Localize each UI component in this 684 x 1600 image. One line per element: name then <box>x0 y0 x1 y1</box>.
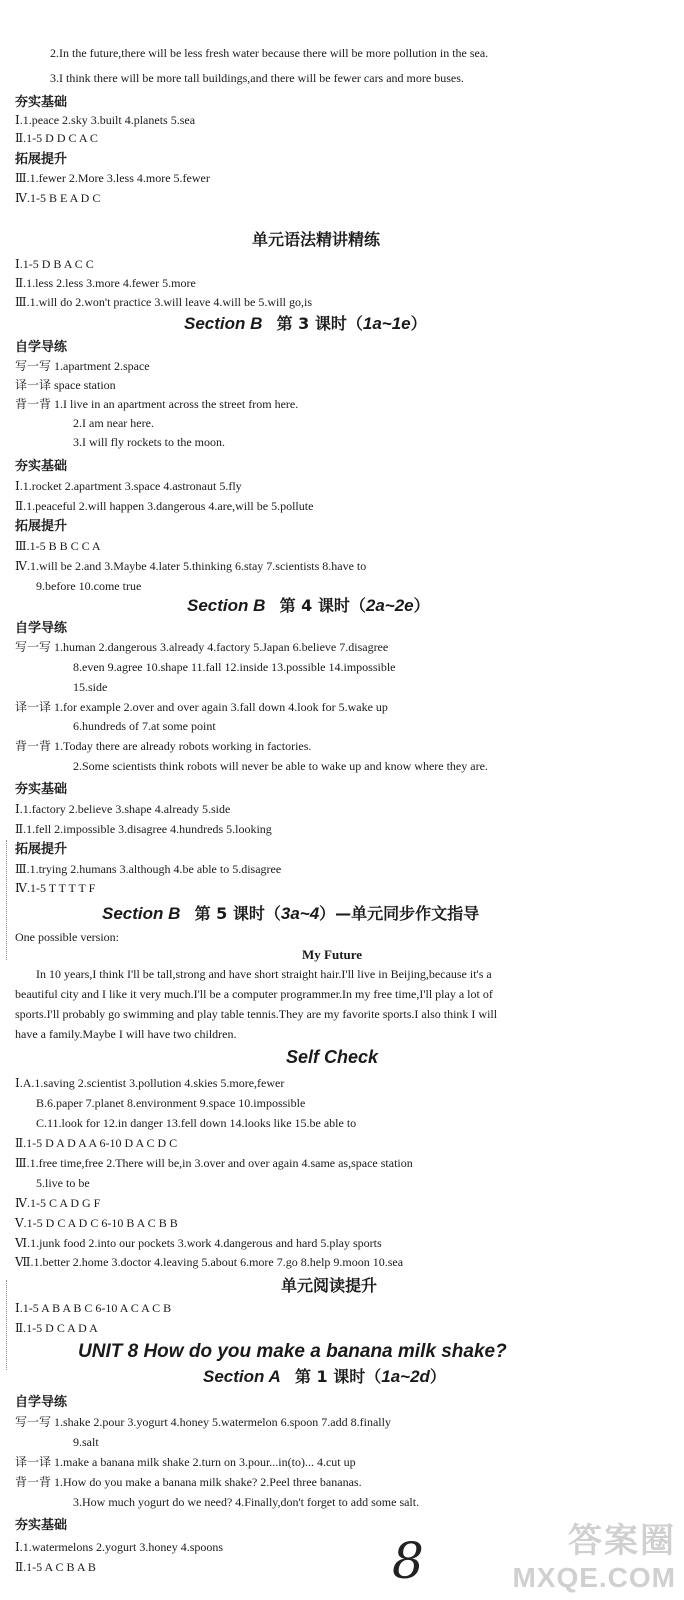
text-line: 3.I think there will be more tall buildings,and there will be fewer cars and more buses. <box>50 71 464 85</box>
lesson-number: 第 4 课时（ <box>279 596 366 615</box>
essay-line: beautiful city and I like it very much.I'll be a computer programmer.In my free time,I'll play a lot of <box>15 987 493 1001</box>
answer-line: 5.live to be <box>36 1176 90 1190</box>
lesson-number: 第 3 课时（ <box>276 314 363 333</box>
answer-line: 9.before 10.come true <box>36 579 142 593</box>
answer-line: 15.side <box>73 680 108 694</box>
section-label: 拓展提升 <box>15 152 68 167</box>
answer-line: Ⅱ.1.fell 2.impossible 3.disagree 4.hundreds 5.looking <box>15 822 272 836</box>
answer-line: 写一写 1.human 2.dangerous 3.already 4.factory 5.Japan 6.believe 7.disagree <box>15 640 389 654</box>
section-label: 自学导练 <box>15 621 68 636</box>
answer-line: Ⅲ.1.free time,free 2.There will be,in 3.over and over again 4.same as,space station <box>15 1156 413 1170</box>
answer-line: Ⅲ.1-5 B B C C A <box>15 539 101 553</box>
answer-line: Ⅰ.1-5 D B A C C <box>15 257 94 271</box>
answer-line: Ⅱ.1-5 D A D A A 6-10 D A C D C <box>15 1136 178 1150</box>
answer-line: 背一背 1.How do you make a banana milk shake? 2.Peel three bananas. <box>15 1475 362 1489</box>
answer-line: Ⅱ.1.peaceful 2.will happen 3.dangerous 4.are,will be 5.pollute <box>15 499 314 513</box>
watermark-logo <box>512 1513 676 1594</box>
answer-line: 译一译 space station <box>15 378 116 392</box>
answer-line: 2.Some scientists think robots will never be able to wake up and know where they are. <box>73 759 488 773</box>
answer-line: 译一译 1.make a banana milk shake 2.turn on 3.pour...in(to)... 4.cut up <box>15 1455 356 1469</box>
answer-line: Ⅱ.1-5 D D C A C <box>15 131 98 145</box>
self-check-heading <box>286 1048 378 1066</box>
answer-line: 6.hundreds of 7.at some point <box>73 719 216 733</box>
section-label: 自学导练 <box>15 340 68 355</box>
section-label: 夯实基础 <box>15 459 68 474</box>
section-label: 自学导练 <box>15 1395 68 1410</box>
lesson-number: 第 1 课时（ <box>294 1367 382 1386</box>
essay-line: sports.I'll probably go swimming and play table tennis.They are my favorite sports.I also think I will <box>15 1007 498 1021</box>
lesson-close: ）—单元同步作文指导 <box>319 904 480 923</box>
answer-line: 3.I will fly rockets to the moon. <box>73 435 225 449</box>
essay-line: In 10 years,I think I'll be tall,strong and have short straight hair.I'll live in Beijing,because it's a <box>36 967 492 981</box>
answer-line: Ⅰ.A.1.saving 2.scientist 3.pollution 4.skies 5.more,fewer <box>15 1076 285 1090</box>
answer-line: Ⅰ.1-5 A B A B C 6-10 A C A C B <box>15 1301 172 1315</box>
essay-title: My Future <box>302 947 363 962</box>
answer-line: Ⅰ.1.factory 2.believe 3.shape 4.already 5.side <box>15 802 231 816</box>
essay-intro: One possible version: <box>15 930 119 944</box>
answer-line: Ⅱ.1-5 D C A D A <box>15 1321 98 1335</box>
lesson-close: ） <box>410 314 427 333</box>
lesson-heading <box>203 1368 446 1385</box>
answer-line: 写一写 1.apartment 2.space <box>15 359 150 373</box>
section-name: Section B <box>184 314 263 333</box>
section-name: Section A <box>203 1367 281 1386</box>
section-label: 夯实基础 <box>15 782 68 797</box>
answer-line: 背一背 1.I live in an apartment across the street from here. <box>15 397 299 411</box>
lesson-close: ） <box>413 596 430 615</box>
section-name: Section B <box>102 904 181 923</box>
lesson-number: 第 5 课时（ <box>194 904 281 923</box>
unit-title: UNIT 8 How do you make a banana milk shake? <box>78 1341 507 1362</box>
answer-line: Ⅰ.1.peace 2.sky 3.built 4.planets 5.sea <box>15 113 196 127</box>
watermark-cn: 答案圈 <box>568 1522 676 1560</box>
binding-dots <box>6 840 9 960</box>
page-number: 8 <box>392 1532 424 1590</box>
answer-line: Ⅳ.1-5 B E A D C <box>15 191 101 205</box>
answer-line: 3.How much yogurt do we need? 4.Finally,don't forget to add some salt. <box>73 1495 420 1509</box>
answer-line: C.11.look for 12.in danger 13.fell down 14.looks like 15.be able to <box>36 1116 357 1130</box>
lesson-range: 1a~1e <box>362 314 411 333</box>
text-line: 2.In the future,there will be less fresh water because there will be more pollution in the sea. <box>50 46 489 60</box>
lesson-heading <box>184 315 427 332</box>
answer-line: Ⅳ.1-5 C A D G F <box>15 1196 101 1210</box>
answer-line: Ⅰ.1.rocket 2.apartment 3.space 4.astronaut 5.fly <box>15 479 242 493</box>
lesson-heading <box>102 905 479 922</box>
lesson-range: 2a~2e <box>365 596 414 615</box>
answer-line: B.6.paper 7.planet 8.environment 9.space 10.impossible <box>36 1096 306 1110</box>
answer-line: 9.salt <box>73 1435 99 1449</box>
answer-line: 2.I am near here. <box>73 416 154 430</box>
lesson-range: 3a~4 <box>280 904 320 923</box>
reading-heading: 单元阅读提升 <box>281 1276 378 1295</box>
answer-line: 背一背 1.Today there are already robots working in factories. <box>15 739 312 753</box>
lesson-close: ） <box>429 1367 446 1386</box>
section-label: 夯实基础 <box>15 1518 68 1533</box>
answer-line: Ⅱ.1.less 2.less 3.more 4.fewer 5.more <box>15 276 196 290</box>
answer-line: 写一写 1.shake 2.pour 3.yogurt 4.honey 5.watermelon 6.spoon 7.add 8.finally <box>15 1415 391 1429</box>
binding-dots <box>6 1280 9 1370</box>
answer-line: Ⅳ.1-5 T T T T F <box>15 881 96 895</box>
section-label: 拓展提升 <box>15 519 68 534</box>
answer-line: 译一译 1.for example 2.over and over again 3.fall down 4.look for 5.wake up <box>15 700 388 714</box>
answer-line: Ⅲ.1.fewer 2.More 3.less 4.more 5.fewer <box>15 171 210 185</box>
section-label: 拓展提升 <box>15 842 68 857</box>
essay-line: have a family.Maybe I will have two children. <box>15 1027 237 1041</box>
answer-line: Ⅶ.1.better 2.home 3.doctor 4.leaving 5.about 6.more 7.go 8.help 9.moon 10.sea <box>15 1255 404 1269</box>
answer-line: Ⅳ.1.will be 2.and 3.Maybe 4.later 5.thinking 6.stay 7.scientists 8.have to <box>15 559 367 573</box>
lesson-heading <box>187 597 430 614</box>
answer-line: 8.even 9.agree 10.shape 11.fall 12.inside 13.possible 14.impossible <box>73 660 396 674</box>
answer-line: Ⅲ.1.will do 2.won't practice 3.will leave 4.will be 5.will go,is <box>15 295 313 309</box>
answer-line: Ⅲ.1.trying 2.humans 3.although 4.be able to 5.disagree <box>15 862 282 876</box>
section-label: 夯实基础 <box>15 95 68 110</box>
grammar-heading: 单元语法精讲精练 <box>252 230 381 249</box>
watermark-en: MXQE.COM <box>512 1562 676 1593</box>
section-name: Section B <box>187 596 266 615</box>
answer-line: Ⅴ.1-5 D C A D C 6-10 B A C B B <box>15 1216 178 1230</box>
answer-line: Ⅱ.1-5 A C B A B <box>15 1560 96 1574</box>
answer-line: Ⅰ.1.watermelons 2.yogurt 3.honey 4.spoons <box>15 1540 224 1554</box>
self-check-title: Self Check <box>286 1047 379 1067</box>
lesson-range: 1a~2d <box>381 1367 430 1386</box>
answer-line: Ⅵ.1.junk food 2.into our pockets 3.work 4.dangerous and hard 5.play sports <box>15 1236 382 1250</box>
